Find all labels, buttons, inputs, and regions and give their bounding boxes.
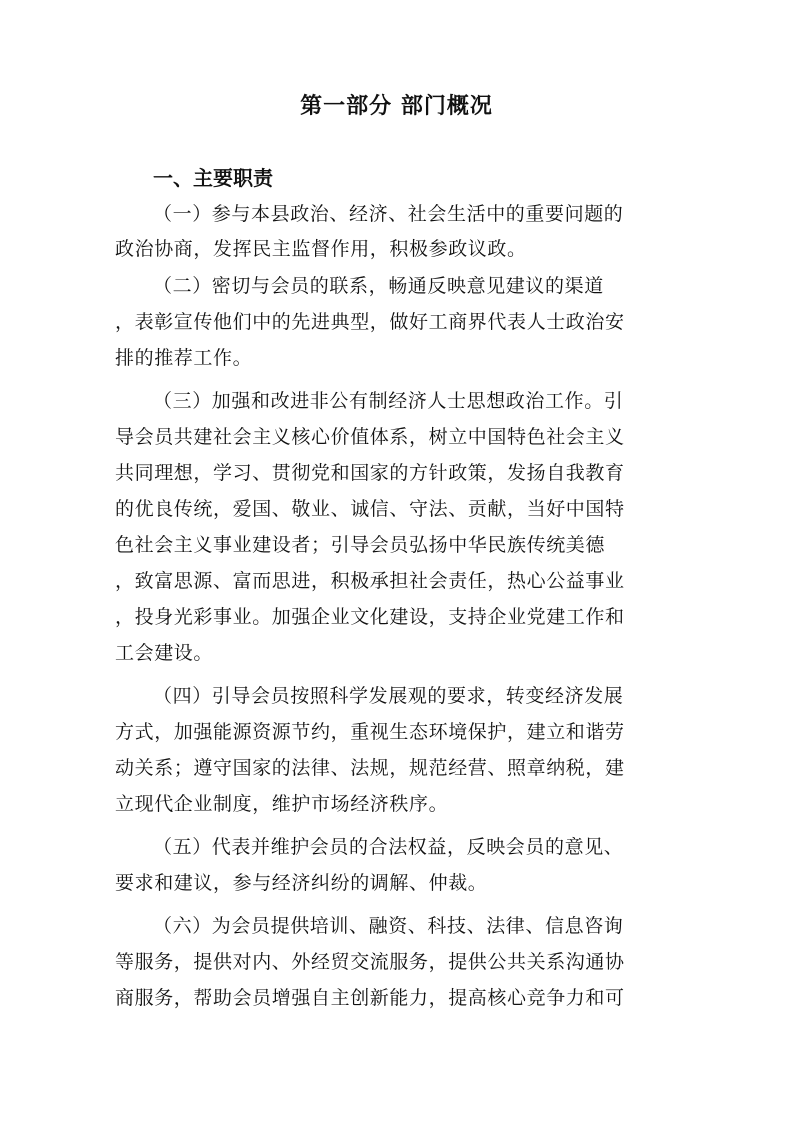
paragraph-line: 排的推荐工作。 bbox=[115, 347, 253, 369]
paragraph-line: 导会员共建社会主义核心价值体系，树立中国特色社会主义 bbox=[115, 426, 625, 448]
paragraph-line: 方式，加强能源资源节约，重视生态环境保护，建立和谐劳 bbox=[115, 721, 625, 743]
paragraph-line: 色社会主义事业建设者；引导会员弘扬中华民族传统美德 bbox=[115, 534, 606, 556]
paragraph-line: （六）为会员提供培训、融资、科技、法律、信息咨询 bbox=[153, 915, 624, 937]
paragraph-line: （二）密切与会员的联系，畅通反映意见建议的渠道 bbox=[153, 275, 604, 297]
paragraph-line: （三）加强和改进非公有制经济人士思想政治工作。引 bbox=[153, 390, 624, 412]
paragraph-line: 的优良传统，爱国、敬业、诚信、守法、贡献，当好中国特 bbox=[115, 498, 625, 520]
paragraph-line: （一）参与本县政治、经济、社会生活中的重要问题的 bbox=[153, 203, 624, 225]
paragraph-line: ，投身光彩事业。加强企业文化建设，支持企业党建工作和 bbox=[115, 606, 625, 628]
paragraph-line: （五）代表并维护会员的合法权益，反映会员的意见、 bbox=[153, 836, 624, 858]
paragraph-line: 政治协商，发挥民主监督作用，积极参政议政。 bbox=[115, 238, 527, 260]
paragraph-line: 工会建设。 bbox=[115, 642, 214, 664]
paragraph-line: ，表彰宣传他们中的先进典型，做好工商界代表人士政治安 bbox=[115, 311, 625, 333]
section-heading: 一、主要职责 bbox=[153, 166, 273, 190]
paragraph-line: 动关系；遵守国家的法律、法规，规范经营、照章纳税，建 bbox=[115, 757, 625, 779]
paragraph-line: 共同理想，学习、贯彻党和国家的方针政策，发扬自我教育 bbox=[115, 462, 625, 484]
paragraph-line: 等服务，提供对内、外经贸交流服务，提供公共关系沟通协 bbox=[115, 951, 625, 973]
paragraph-line: （四）引导会员按照科学发展观的要求，转变经济发展 bbox=[153, 685, 624, 707]
page-title: 第一部分 部门概况 bbox=[300, 94, 493, 119]
paragraph-line: ，致富思源、富而思进，积极承担社会责任，热心公益事业 bbox=[115, 570, 625, 592]
paragraph-line: 立现代企业制度，维护市场经济秩序。 bbox=[115, 793, 449, 815]
paragraph-line: 商服务，帮助会员增强自主创新能力，提高核心竞争力和可 bbox=[115, 987, 625, 1009]
paragraph-line: 要求和建议，参与经济纠纷的调解、仲裁。 bbox=[115, 872, 488, 894]
